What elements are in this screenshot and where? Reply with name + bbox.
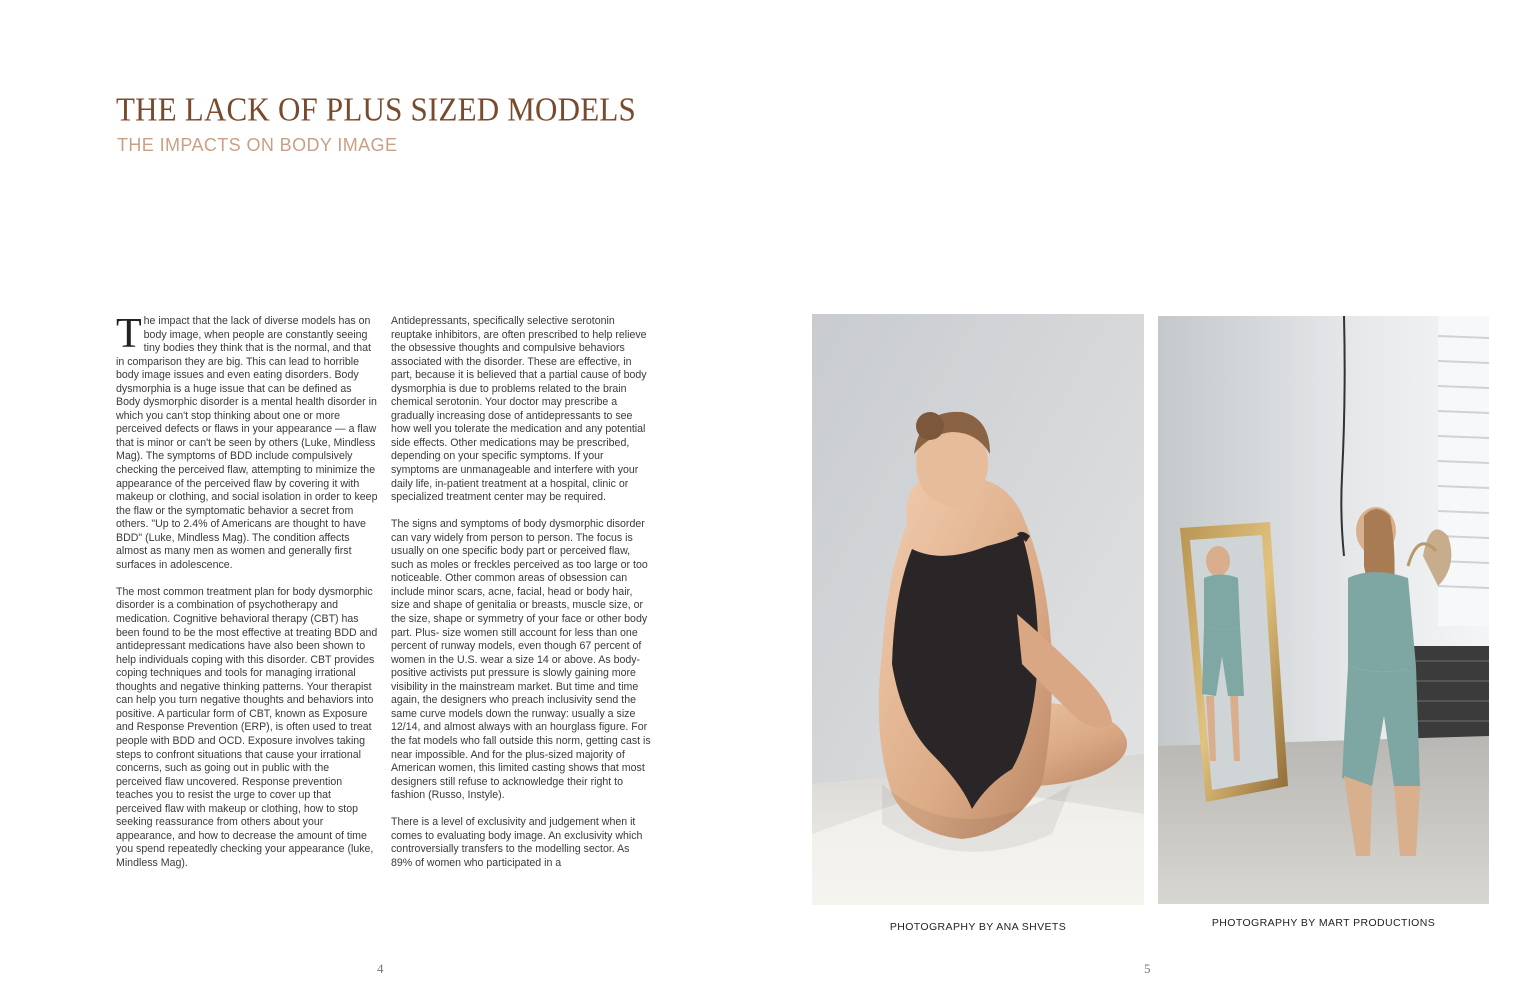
photo-caption: PHOTOGRAPHY BY ANA SHVETS: [889, 921, 1067, 933]
paragraph: The most common treatment plan for body dysmorphic disorder is a combination of psychotherapy and medication. Cognitive behavioral therapy (CBT) has been found to be the most effective at treating BDD and antidepressant medications have also been shown to help individuals coping with this disorder. CBT provides coping techniques and tools for managing irrational thoughts and negative thinking patterns. Your therapist can help you turn negative thoughts and behaviors into positive. A particular form of CBT, known as Exposure and Response Prevention (ERP), is often used to treat people with BDD and OCD. Exposure involves taking steps to confront situations that cause your irrational concerns, such as going out in public with the perceived flaw uncovered. Response prevention teaches you to resist the urge to cover up that perceived flaw with makeup or clothing, how to stop seeking reassurance from others about your appearance, and how to decrease the amount of time you spend repeatedly checking your appearance (luke, Mindless Mag).: [116, 585, 378, 869]
paragraph: There is a level of exclusivity and judgement when it comes to evaluating body image. An exclusivity which controversially transfers to the modelling sector. As 89% of women who participated in a: [391, 816, 643, 869]
paragraph: The signs and symptoms of body dysmorphic disorder can vary widely from person to person. The focus is usually on one specific body part or perceived flaw, such as moles or freckles perceived as too large or too noticeable. Other common areas of obsession can include minor scars, acne, facial, head or body hair, size and shape of genitalia or breasts, muscle size, or the size, shape or symmetry of your face or other body part. Plus- size women still account for less than one percent of runway models, even though 67 percent of women in the U.S. wear a size 14 or above. As body-positive activists put pressure is slowly gaining more visibility in the mainstream market. But time and time again, the designers who preach inclusivity send the same curve models down the runway: usually a size 12/14, and almost always with an hourglass figure. For the fat models who fall outside this norm, getting cast is near impossible. And for the plus-sized majority of American women, this limited casting shows that most designers still refuse to acknowledge their right to fashion (Russo, Instyle).: [391, 518, 651, 802]
article-subtitle: THE IMPACTS ON BODY IMAGE: [117, 135, 398, 155]
body-column-right: [391, 315, 653, 884]
photo-woman-mirror: [1158, 316, 1489, 904]
drop-cap: T: [116, 311, 142, 357]
article-title: THE LACK OF PLUS SIZED MODELS: [116, 90, 636, 128]
body-column-left: [116, 311, 378, 884]
photo-caption: PHOTOGRAPHY BY MART PRODUCTIONS: [1211, 917, 1436, 929]
paragraph-text: he impact that the lack of diverse models has on body image, when people are constantly seeing tiny bodies they think that is the normal, and that in comparison they are big. This can lead to horrible body image issues and even eating disorders. Body dysmorphia is a huge issue that can be defined as Body dysmorphic disorder is a mental health disorder in which you can't stop thinking about one or more perceived defects or flaws in your appearance — a flaw that is minor or can't be seen by others (Luke, Mindless Mag). The symptoms of BDD include compulsively checking the perceived flaw, attempting to minimize the appearance of the perceived flaw by covering it with makeup or clothing, and social isolation in order to keep the flaw or the symptomatic behavior a secret from others. "Up to 2.4% of Americans are thought to have BDD" (Luke, Mindless Mag). The condition affects almost as many men as women and generally first surfaces in adolescence.: [116, 315, 378, 571]
photo-woman-black-swimsuit: [812, 314, 1144, 905]
paragraph: [116, 311, 378, 572]
page-number-left: 4: [377, 961, 384, 976]
page-number-right: 5: [1144, 961, 1151, 976]
paragraph: Antidepressants, specifically selective serotonin reuptake inhibitors, are often prescribed to help relieve the obsessive thoughts and compulsive behaviors associated with the disorder. These are effective, in part, because it is believed that a partial cause of body dysmorphia is due to problems related to the brain chemical serotonin. Your doctor may prescribe a gradually increasing dose of antidepressants to see how well you tolerate the medication and any potential side effects. Other medications may be prescribed, depending on your specific symptoms. If your symptoms are unmanageable and interfere with your daily life, in-patient treatment at a hospital, clinic or specialized treatment center may be required.: [391, 315, 647, 504]
